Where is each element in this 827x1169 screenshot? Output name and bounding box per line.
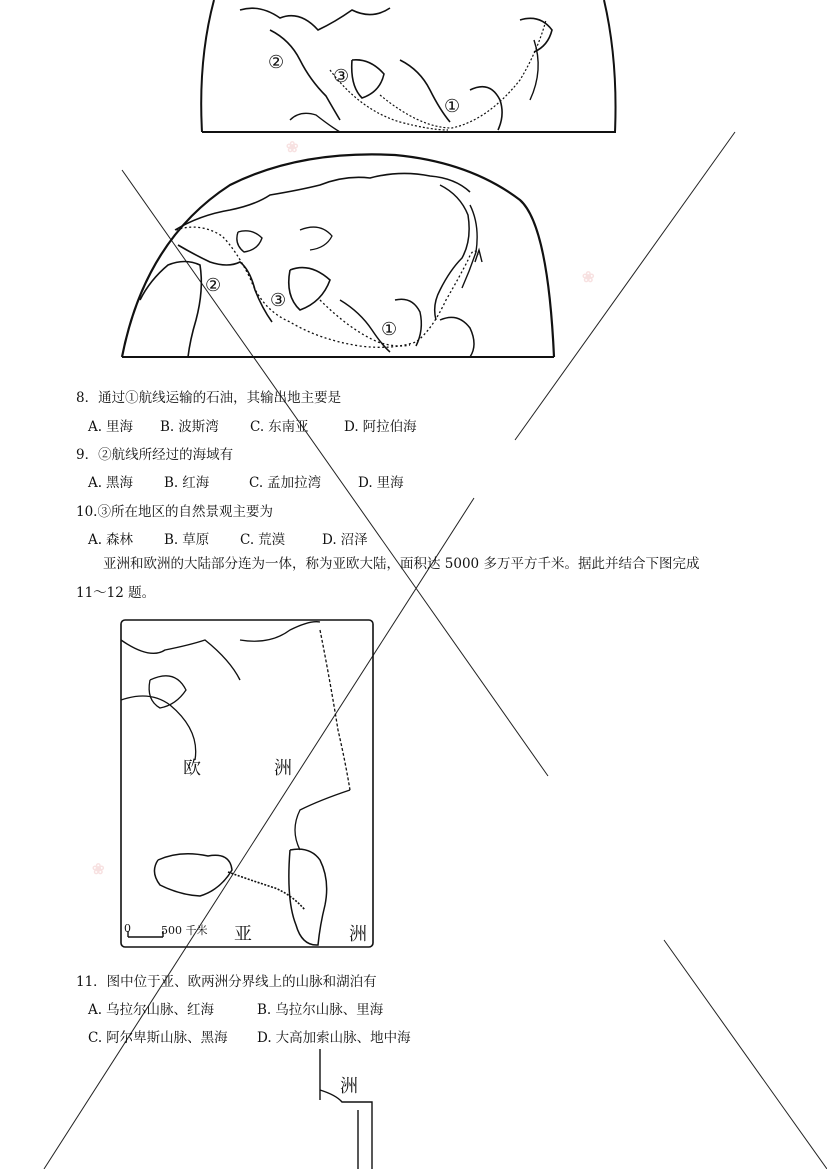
q8-option-a[interactable]: A. 里海 xyxy=(88,419,134,435)
watermark: ❀ xyxy=(92,860,105,878)
q11-option-d[interactable]: D. 大高加索山脉、地中海 xyxy=(257,1030,411,1046)
q9-option-b[interactable]: B. 红海 xyxy=(164,475,210,491)
q8-option-d[interactable]: D. 阿拉伯海 xyxy=(344,419,417,435)
route-marker-1-map1: ① xyxy=(444,96,462,117)
q10-option-b[interactable]: B. 草原 xyxy=(164,532,210,548)
question-11-stem: 11．图中位于亚、欧两洲分界线上的山脉和湖泊有 xyxy=(76,974,377,990)
question-9-stem: 9．②航线所经过的海域有 xyxy=(76,447,234,463)
scale-label: 500 千米 xyxy=(161,924,208,937)
q8-option-b[interactable]: B. 波斯湾 xyxy=(160,419,219,435)
europe-asia-map xyxy=(121,620,373,947)
route-marker-3-map2: ③ xyxy=(270,290,288,311)
q8-option-c[interactable]: C. 东南亚 xyxy=(250,419,309,435)
route-marker-1-map2: ① xyxy=(381,319,399,340)
question-10-stem: 10.③所在地区的自然景观主要为 xyxy=(76,504,273,520)
map-label-europe-2: 洲 xyxy=(274,758,293,779)
route-map-1 xyxy=(201,0,616,132)
watermark: ❀ xyxy=(286,138,299,156)
q11-option-b[interactable]: B. 乌拉尔山脉、里海 xyxy=(257,1002,384,1018)
q11-option-a[interactable]: A. 乌拉尔山脉、红海 xyxy=(88,1002,215,1018)
q11-option-c[interactable]: C. 阿尔卑斯山脉、黑海 xyxy=(88,1030,228,1046)
route-marker-2-map2: ② xyxy=(205,275,223,296)
q9-option-c[interactable]: C. 孟加拉湾 xyxy=(249,475,322,491)
route-map-2 xyxy=(122,145,578,357)
question-8-stem: 8．通过①航线运输的石油，其输出地主要是 xyxy=(76,390,342,406)
intro-line-2: 11～12 题。 xyxy=(76,585,156,601)
intro-line-1: 亚洲和欧洲的大陆部分连为一体，称为亚欧大陆，面积达 5000 多万平方千米。据此并结合下图完成 xyxy=(103,556,700,572)
q10-option-a[interactable]: A. 森林 xyxy=(88,532,134,548)
fragment-lines xyxy=(320,1049,372,1169)
q9-option-a[interactable]: A. 黑海 xyxy=(88,475,134,491)
map-label-europe-1: 欧 xyxy=(183,758,202,779)
watermark: ❀ xyxy=(582,268,595,286)
route-marker-3-map1: ③ xyxy=(333,66,351,87)
q10-option-d[interactable]: D. 沼泽 xyxy=(322,532,368,548)
map-label-asia-1: 亚 xyxy=(234,924,253,945)
route-marker-2-map1: ② xyxy=(268,52,286,73)
scale-zero: 0 xyxy=(124,922,131,935)
fragment-label: 洲 xyxy=(340,1076,359,1097)
q9-option-d[interactable]: D. 里海 xyxy=(358,475,404,491)
q10-option-c[interactable]: C. 荒漠 xyxy=(240,532,286,548)
map-label-asia-2: 洲 xyxy=(349,924,368,945)
